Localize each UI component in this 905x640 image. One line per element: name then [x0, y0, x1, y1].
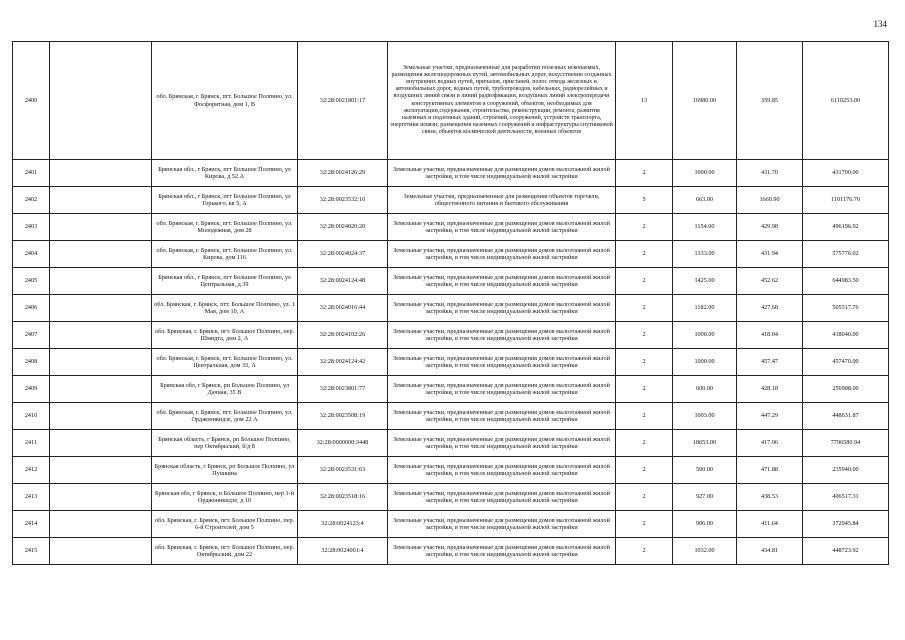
empty-cell: [50, 322, 152, 349]
cadastral-number-cell: 32:28:0023518:16: [298, 484, 388, 511]
table-row: [13, 511, 889, 538]
cadastral-number-cell: 32:28:0024126:29: [298, 160, 388, 187]
area-cell: 1154.00: [673, 214, 737, 241]
land-use-cell: Земельные участки, предназначенные для размещения домов малоэтажной жилой застройки, в том числе индивидуальной жилой застройки: [388, 430, 616, 457]
cadastral-value-cell: 6110253.00: [803, 42, 889, 160]
specific-value-cell: 434.81: [737, 538, 803, 565]
land-use-cell: Земельные участки, предназначенные для размещения домов малоэтажной жилой застройки, в том числе индивидуальной жилой застройки: [388, 376, 616, 403]
cadastral-number-cell: 32:28:0023532:10: [298, 187, 388, 214]
row-number: 2404: [13, 241, 50, 268]
cadastral-value-cell: 448631.87: [803, 403, 889, 430]
specific-value-cell: 427.68: [737, 295, 803, 322]
use-group-cell: 2: [616, 457, 673, 484]
empty-cell: [50, 241, 152, 268]
specific-value-cell: 471.88: [737, 457, 803, 484]
area-cell: 600.00: [673, 376, 737, 403]
empty-cell: [50, 457, 152, 484]
address-cell: Брянская область, г Брянск, рп Большое Полпино, ул Пушкина: [152, 457, 298, 484]
address-cell: обл. Брянская, г. Брянск, пгт. Большое Полпино, пер. 6-й Строителей, дом 5: [152, 511, 298, 538]
cadastral-value-cell: 256908.00: [803, 376, 889, 403]
table-row: [13, 187, 889, 214]
empty-cell: [50, 538, 152, 565]
specific-value-cell: 1660.90: [737, 187, 803, 214]
row-number: 2406: [13, 295, 50, 322]
cadastral-value-cell: 235940.00: [803, 457, 889, 484]
area-cell: 500.00: [673, 457, 737, 484]
cadastral-number-cell: 32:28:0021801:17: [298, 42, 388, 160]
land-use-cell: Земельные участки, предназначенные для размещения домов малоэтажной жилой застройки, в том числе индивидуальной жилой застройки: [388, 538, 616, 565]
empty-cell: [50, 214, 152, 241]
address-cell: обл. Брянская, г. Брянск, пгт. Большое Полпино, ул. Кирова, дом 116: [152, 241, 298, 268]
cadastral-number-cell: 32:28:0023801:77: [298, 376, 388, 403]
row-number: 2409: [13, 376, 50, 403]
registry-body: [13, 42, 889, 565]
row-number: 2412: [13, 457, 50, 484]
land-use-cell: Земельные участки, предназначенные для размещения домов малоэтажной жилой застройки, в том числе индивидуальной жилой застройки: [388, 403, 616, 430]
row-number: 2403: [13, 214, 50, 241]
specific-value-cell: 359.85: [737, 42, 803, 160]
cadastral-value-cell: 575776.02: [803, 241, 889, 268]
cadastral-value-cell: 505517.76: [803, 295, 889, 322]
cadastral-value-cell: 372945.84: [803, 511, 889, 538]
area-cell: 1000.00: [673, 160, 737, 187]
specific-value-cell: 429.98: [737, 214, 803, 241]
specific-value-cell: 411.64: [737, 511, 803, 538]
use-group-cell: 13: [616, 42, 673, 160]
address-cell: Брянская обл., г Брянск, пгт Большое Полпино, ул Кирова, д 52 А: [152, 160, 298, 187]
table-row: [13, 160, 889, 187]
cadastral-value-cell: 1101176.70: [803, 187, 889, 214]
table-row: [13, 322, 889, 349]
table-row: [13, 268, 889, 295]
address-cell: обл. Брянская, г. Брянск, пгт. Большое Полпино, ул. 1 Мая, дом 10, А: [152, 295, 298, 322]
table-row: [13, 214, 889, 241]
area-cell: 927.00: [673, 484, 737, 511]
land-use-cell: Земельные участки, предназначенные для размещения домов малоэтажной жилой застройки, в том числе индивидуальной жилой застройки: [388, 322, 616, 349]
cadastral-value-cell: 418040.00: [803, 322, 889, 349]
empty-cell: [50, 42, 152, 160]
area-cell: 1182.00: [673, 295, 737, 322]
empty-cell: [50, 511, 152, 538]
address-cell: обл. Брянская, г. Брянск, пгт. Большое Полпино, ул. Молодежная, дом 28: [152, 214, 298, 241]
use-group-cell: 2: [616, 349, 673, 376]
land-use-cell: Земельные участки, предназначенные для размещения домов малоэтажной жилой застройки, в том числе индивидуальной жилой застройки: [388, 268, 616, 295]
address-cell: обл. Брянская, г. Брянск, пгт. Большое Полпино, пер. Октябрьский, дом 22: [152, 538, 298, 565]
specific-value-cell: 418.04: [737, 322, 803, 349]
land-use-cell: Земельные участки, предназначенные для размещения домов малоэтажной жилой застройки, в том числе индивидуальной жилой застройки: [388, 295, 616, 322]
page-number: 134: [873, 19, 887, 29]
use-group-cell: 5: [616, 187, 673, 214]
land-use-cell: Земельные участки, предназначенные для размещения домов малоэтажной жилой застройки, в том числе индивидуальной жилой застройки: [388, 349, 616, 376]
use-group-cell: 2: [616, 484, 673, 511]
cadastral-number-cell: 32:28:0024001:4: [298, 538, 388, 565]
address-cell: Брянская обл, г Брянск, рп Большое Полпино, ул Дачная, 35 В: [152, 376, 298, 403]
area-cell: 16980.00: [673, 42, 737, 160]
empty-cell: [50, 160, 152, 187]
area-cell: 1003.00: [673, 403, 737, 430]
land-registry-table: [12, 41, 889, 565]
address-cell: обл. Брянская, г. Брянск, пгт. Большое Полпино, ул. Центральная, дом 33, А: [152, 349, 298, 376]
land-use-cell: Земельные участки, предназначенные для размещения домов малоэтажной жилой застройки, в том числе индивидуальной жилой застройки: [388, 214, 616, 241]
address-cell: Брянская обл, г Брянск, п Большое Полпино, пер 1-й Орджоникидзе, д 10: [152, 484, 298, 511]
table-row: [13, 295, 889, 322]
cadastral-number-cell: 32:28:0000000:3448: [298, 430, 388, 457]
area-cell: 1425.00: [673, 268, 737, 295]
cadastral-number-cell: 32:28:0023531:63: [298, 457, 388, 484]
empty-cell: [50, 376, 152, 403]
cadastral-number-cell: 32:28:0024102:26: [298, 322, 388, 349]
table-row: [13, 42, 889, 160]
area-cell: 1000.00: [673, 322, 737, 349]
cadastral-value-cell: 7796580.94: [803, 430, 889, 457]
use-group-cell: 2: [616, 295, 673, 322]
table-row: [13, 538, 889, 565]
row-number: 2408: [13, 349, 50, 376]
use-group-cell: 2: [616, 538, 673, 565]
use-group-cell: 2: [616, 268, 673, 295]
cadastral-number-cell: 32:28:0024024:37: [298, 241, 388, 268]
table-row: [13, 349, 889, 376]
empty-cell: [50, 268, 152, 295]
area-cell: 1000.00: [673, 349, 737, 376]
specific-value-cell: 431.70: [737, 160, 803, 187]
area-cell: 906.00: [673, 511, 737, 538]
specific-value-cell: 417.96: [737, 430, 803, 457]
table-row: [13, 403, 889, 430]
use-group-cell: 2: [616, 403, 673, 430]
row-number: 2400: [13, 42, 50, 160]
table-row: [13, 484, 889, 511]
address-cell: обл. Брянская, г. Брянск, пгт. Большое Полпино, пер. Шмидта, дом 2, А: [152, 322, 298, 349]
address-cell: Брянская область, г Брянск, рп Большое Полпино, пер Октябрьский, б/д 8: [152, 430, 298, 457]
use-group-cell: 2: [616, 214, 673, 241]
empty-cell: [50, 484, 152, 511]
cadastral-value-cell: 406517.31: [803, 484, 889, 511]
row-number: 2401: [13, 160, 50, 187]
cadastral-number-cell: 32:28:0024124:42: [298, 349, 388, 376]
address-cell: обл. Брянская, г. Брянск, пгт. Большое Полпино, ул. Орджоникидзе, дом 22 А: [152, 403, 298, 430]
use-group-cell: 2: [616, 241, 673, 268]
address-cell: обл. Брянская, г. Брянск, пгт. Большое Полпино, ул. Фосфоритная, дом 1, В: [152, 42, 298, 160]
land-use-cell: Земельные участки, предназначенные для размещения домов малоэтажной жилой застройки, в том числе индивидуальной жилой застройки: [388, 457, 616, 484]
row-number: 2415: [13, 538, 50, 565]
row-number: 2405: [13, 268, 50, 295]
specific-value-cell: 447.29: [737, 403, 803, 430]
cadastral-number-cell: 32:28:0024124:48: [298, 268, 388, 295]
empty-cell: [50, 430, 152, 457]
specific-value-cell: 457.47: [737, 349, 803, 376]
table-row: [13, 457, 889, 484]
specific-value-cell: 438.53: [737, 484, 803, 511]
row-number: 2402: [13, 187, 50, 214]
cadastral-number-cell: 32:28:0024020:20: [298, 214, 388, 241]
area-cell: 18653.00: [673, 430, 737, 457]
empty-cell: [50, 187, 152, 214]
row-number: 2414: [13, 511, 50, 538]
empty-cell: [50, 349, 152, 376]
specific-value-cell: 428.18: [737, 376, 803, 403]
use-group-cell: 2: [616, 160, 673, 187]
table-row: [13, 241, 889, 268]
land-use-cell: Земельные участки, предназначенные для размещения домов малоэтажной жилой застройки, в том числе индивидуальной жилой застройки: [388, 511, 616, 538]
land-use-cell: Земельные участки, предназначенные для размещения домов малоэтажной жилой застройки, в том числе индивидуальной жилой застройки: [388, 484, 616, 511]
cadastral-value-cell: 496196.92: [803, 214, 889, 241]
row-number: 2410: [13, 403, 50, 430]
specific-value-cell: 431.94: [737, 241, 803, 268]
table-row: [13, 430, 889, 457]
row-number: 2407: [13, 322, 50, 349]
cadastral-number-cell: 32:28:0024123:4: [298, 511, 388, 538]
row-number: 2411: [13, 430, 50, 457]
empty-cell: [50, 295, 152, 322]
cadastral-number-cell: 32:28:0023508:19: [298, 403, 388, 430]
land-use-cell: Земельные участки, предназначенные для размещения домов малоэтажной жилой застройки, в том числе индивидуальной жилой застройки: [388, 160, 616, 187]
cadastral-value-cell: 644983.50: [803, 268, 889, 295]
cadastral-number-cell: 32:28:0024016:44: [298, 295, 388, 322]
empty-cell: [50, 403, 152, 430]
use-group-cell: 2: [616, 430, 673, 457]
area-cell: 1032.00: [673, 538, 737, 565]
row-number: 2413: [13, 484, 50, 511]
area-cell: 1333.00: [673, 241, 737, 268]
cadastral-value-cell: 457470.00: [803, 349, 889, 376]
address-cell: Брянская обл., г Брянск, пгт Большое Полпино, ул Центральная, д 39: [152, 268, 298, 295]
land-use-cell: Земельные участки, предназначенные для размещения объектов торговли, общественного питания и бытового обслуживания: [388, 187, 616, 214]
cadastral-value-cell: 431700.00: [803, 160, 889, 187]
use-group-cell: 2: [616, 511, 673, 538]
table-row: [13, 376, 889, 403]
address-cell: Брянская обл., г Брянск, пгт Большое Полпино, ул Горького, кв 5, А: [152, 187, 298, 214]
cadastral-value-cell: 448723.92: [803, 538, 889, 565]
area-cell: 663.00: [673, 187, 737, 214]
use-group-cell: 2: [616, 376, 673, 403]
specific-value-cell: 452.62: [737, 268, 803, 295]
land-use-cell: Земельные участки, предназначенные для размещения домов малоэтажной жилой застройки, в том числе индивидуальной жилой застройки: [388, 241, 616, 268]
use-group-cell: 2: [616, 322, 673, 349]
land-use-cell: Земельные участки, предназначенные для разработки полезных ископаемых, размещения железнодорожных путей, автомобильных дорог, искусственно созданных внутренних водных путей, причалов, пристаней, полос отвода железных и автомобильных дорог, водных путей, трубопроводов, кабельных, радиорелейных и воздушных линий связи и линий радиофикации, воздушных линий электропередачи конструктивных элементов и сооружений, объектов, необходимых для эксплуатации,содержания, строительства, реконструкции, ремонта, развития наземных и подземных зданий, строений, сооружений, устройств транспорта, энергетики исвязи; размещения наземных сооружений и инфраструктуры спутниковой связи, объектов космической деятельности, военных объектов: [388, 42, 616, 160]
